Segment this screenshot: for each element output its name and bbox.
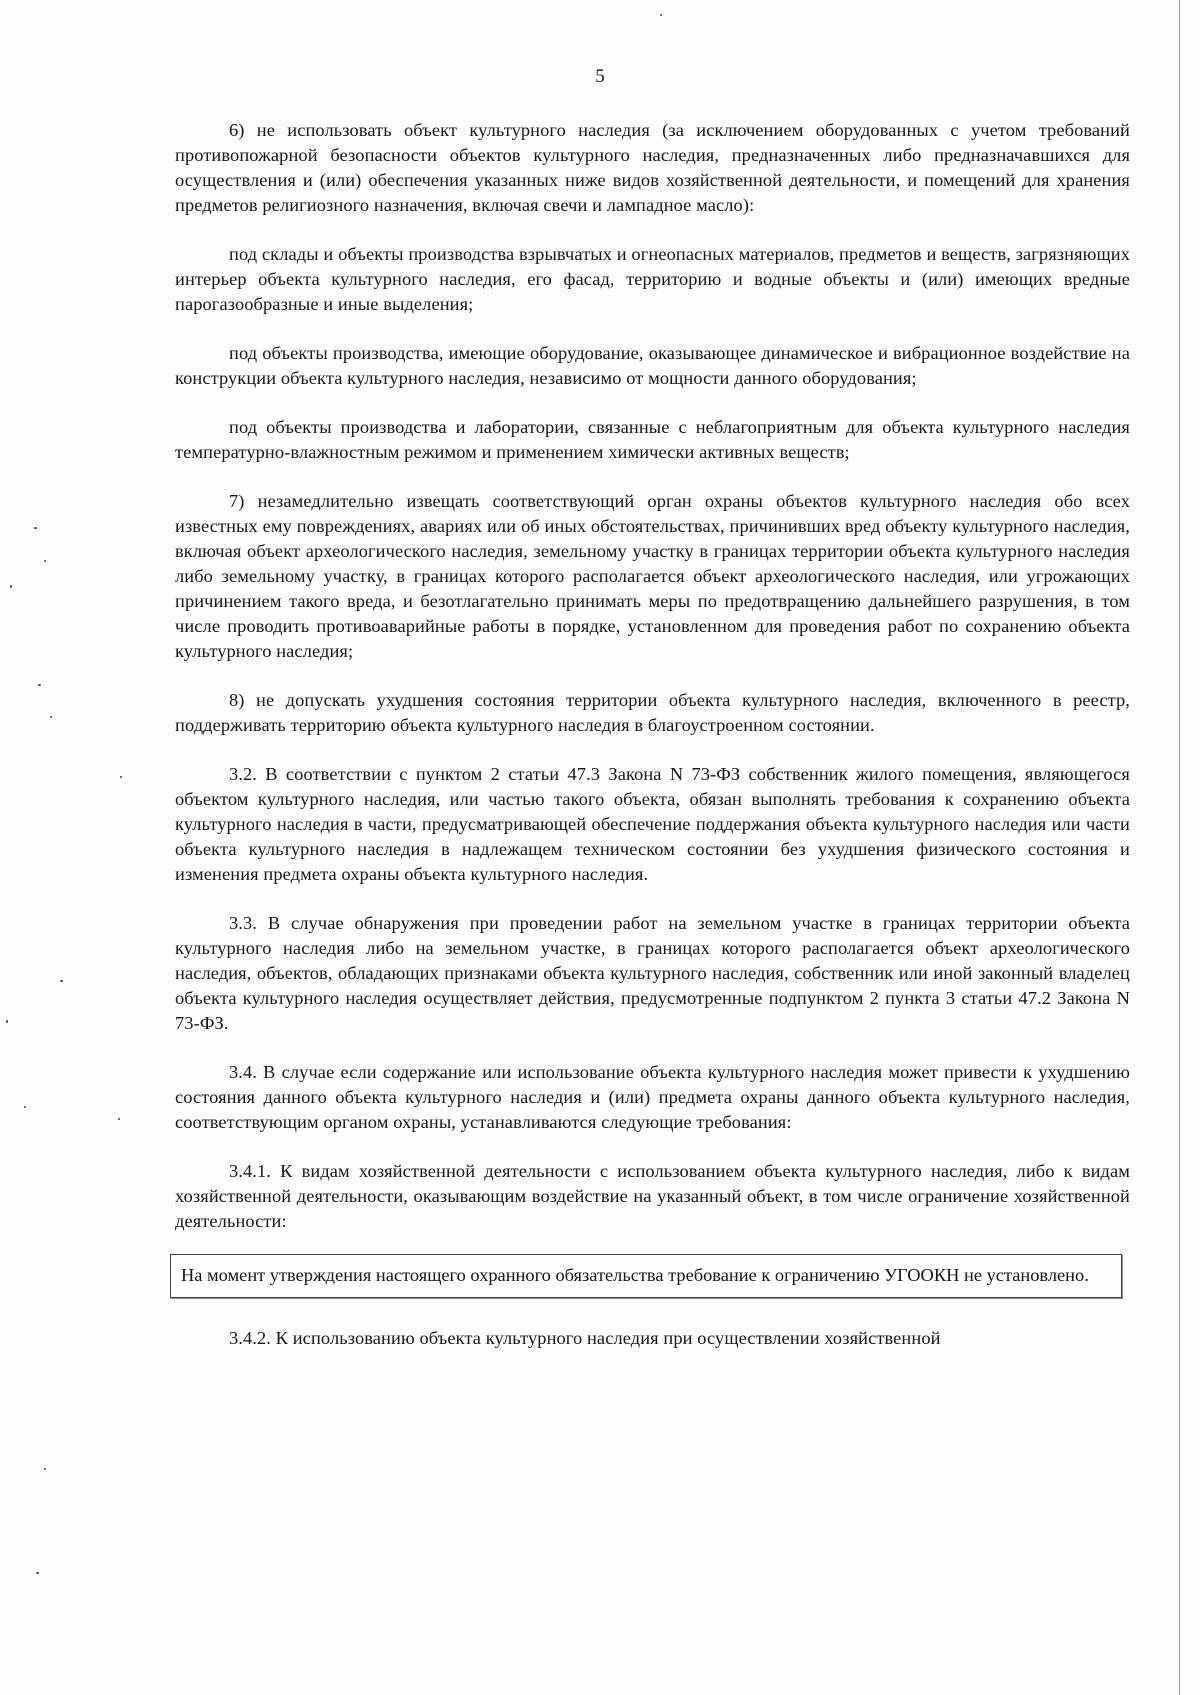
document-body bbox=[175, 118, 1130, 1375]
scan-speck bbox=[10, 585, 12, 588]
paragraph-8: 8) не допускать ухудшения состояния территории объекта культурного наследия, включенного в реестр, поддерживать территорию объекта культурного наследия в благоустроенном состоянии. bbox=[175, 690, 1130, 735]
scan-speck bbox=[44, 560, 46, 562]
paragraph-6: 6) не использовать объект культурного наследия (за исключением оборудованных с учетом требований противопожарной безопасности объектов культурного наследия, предназначенных либо предназначавшихся для осуществления и (или) обеспечения указанных ниже видов хозяйственной деятельности, и помещений для хранения предметов религиозного назначения, включая свечи и лампадное масло): bbox=[175, 120, 1130, 215]
paragraph-3-4-2: 3.4.2. К использованию объекта культурного наследия при осуществлении хозяйственной bbox=[229, 1328, 941, 1348]
scan-speck bbox=[120, 776, 122, 778]
scan-speck bbox=[38, 684, 41, 686]
scan-speck bbox=[34, 527, 37, 529]
paragraph-production-equipment: под объекты производства, имеющие оборудование, оказывающее динамическое и вибрационное воздействие на конструкции объекта культурного наследия, независимо от мощности данного оборудования; bbox=[175, 343, 1130, 388]
paragraph-warehouses: под склады и объекты производства взрывчатых и огнеопасных материалов, предметов и веществ, загрязняющих интерьер объекта культурного наследия, его фасад, территорию и водные объекты и (или) имеющих вредные парогазообразные и иные выделения; bbox=[175, 244, 1130, 314]
scan-speck bbox=[6, 1020, 8, 1023]
scan-speck bbox=[50, 716, 52, 718]
scan-speck bbox=[44, 1468, 46, 1470]
scan-speck bbox=[660, 14, 662, 16]
paragraph-laboratories: под объекты производства и лаборатории, связанные с неблагоприятным для объекта культурного наследия температурно-влажностным режимом и применением химически активных веществ; bbox=[175, 417, 1130, 462]
scan-edge-line bbox=[1179, 0, 1180, 1695]
scan-speck bbox=[36, 1572, 39, 1574]
paragraph-3-4-1: 3.4.1. К видам хозяйственной деятельности с использованием объекта культурного наследия, либо к видам хозяйственной деятельности, оказывающим воздействие на указанный объект, в том числе ограничение хозяйственной деятельности: bbox=[175, 1161, 1130, 1231]
paragraph-3-3: 3.3. В случае обнаружения при проведении работ на земельном участке в границах территории объекта культурного наследия либо на земельном участке, в границах которого располагается объект археологического наследия, объектов, обладающих признаками объекта культурного наследия, собственник или иной законный владелец объекта культурного наследия осуществляет действия, предусмотренные подпунктом 2 пункта 3 статьи 47.2 Закона N 73-ФЗ. bbox=[175, 913, 1130, 1033]
notice-box: На момент утверждения настоящего охранного обязательства требование к ограничению УГООКН не установлено. bbox=[170, 1254, 1122, 1298]
page-number: 5 bbox=[595, 66, 605, 87]
paragraph-3-4: 3.4. В случае если содержание или использование объекта культурного наследия может привести к ухудшению состояния данного объекта культурного наследия и (или) предмета охраны данного объекта культурного наследия, соответствующим органом охраны, устанавливаются следующие требования: bbox=[175, 1062, 1130, 1132]
scan-speck bbox=[118, 1118, 120, 1120]
paragraph-3-2: 3.2. В соответствии с пунктом 2 статьи 47.3 Закона N 73-ФЗ собственник жилого помещения, являющегося объектом культурного наследия, или частью такого объекта, обязан выполнять требования к сохранению объекта культурного наследия в части, предусматривающей обеспечение поддержания объекта культурного наследия или части объекта культурного наследия в надлежащем техническом состоянии без ухудшения физического состояния и изменения предмета охраны объекта культурного наследия. bbox=[175, 764, 1130, 884]
paragraph-7: 7) незамедлительно извещать соответствующий орган охраны объектов культурного наследия обо всех известных ему повреждениях, авариях или об иных обстоятельствах, причинивших вред объекту культурного наследия, включая объект археологического наследия, земельному участку в границах территории объекта культурного наследия либо земельному участку, в границах которого располагается объект археологического наследия, или угрожающих причинением такого вреда, и безотлагательно принимать меры по предотвращению дальнейшего разрушения, в том числе проводить противоаварийные работы в порядке, установленном для проведения работ по сохранению объекта культурного наследия; bbox=[175, 491, 1130, 661]
scan-speck bbox=[24, 1106, 26, 1108]
scan-speck bbox=[60, 980, 63, 982]
